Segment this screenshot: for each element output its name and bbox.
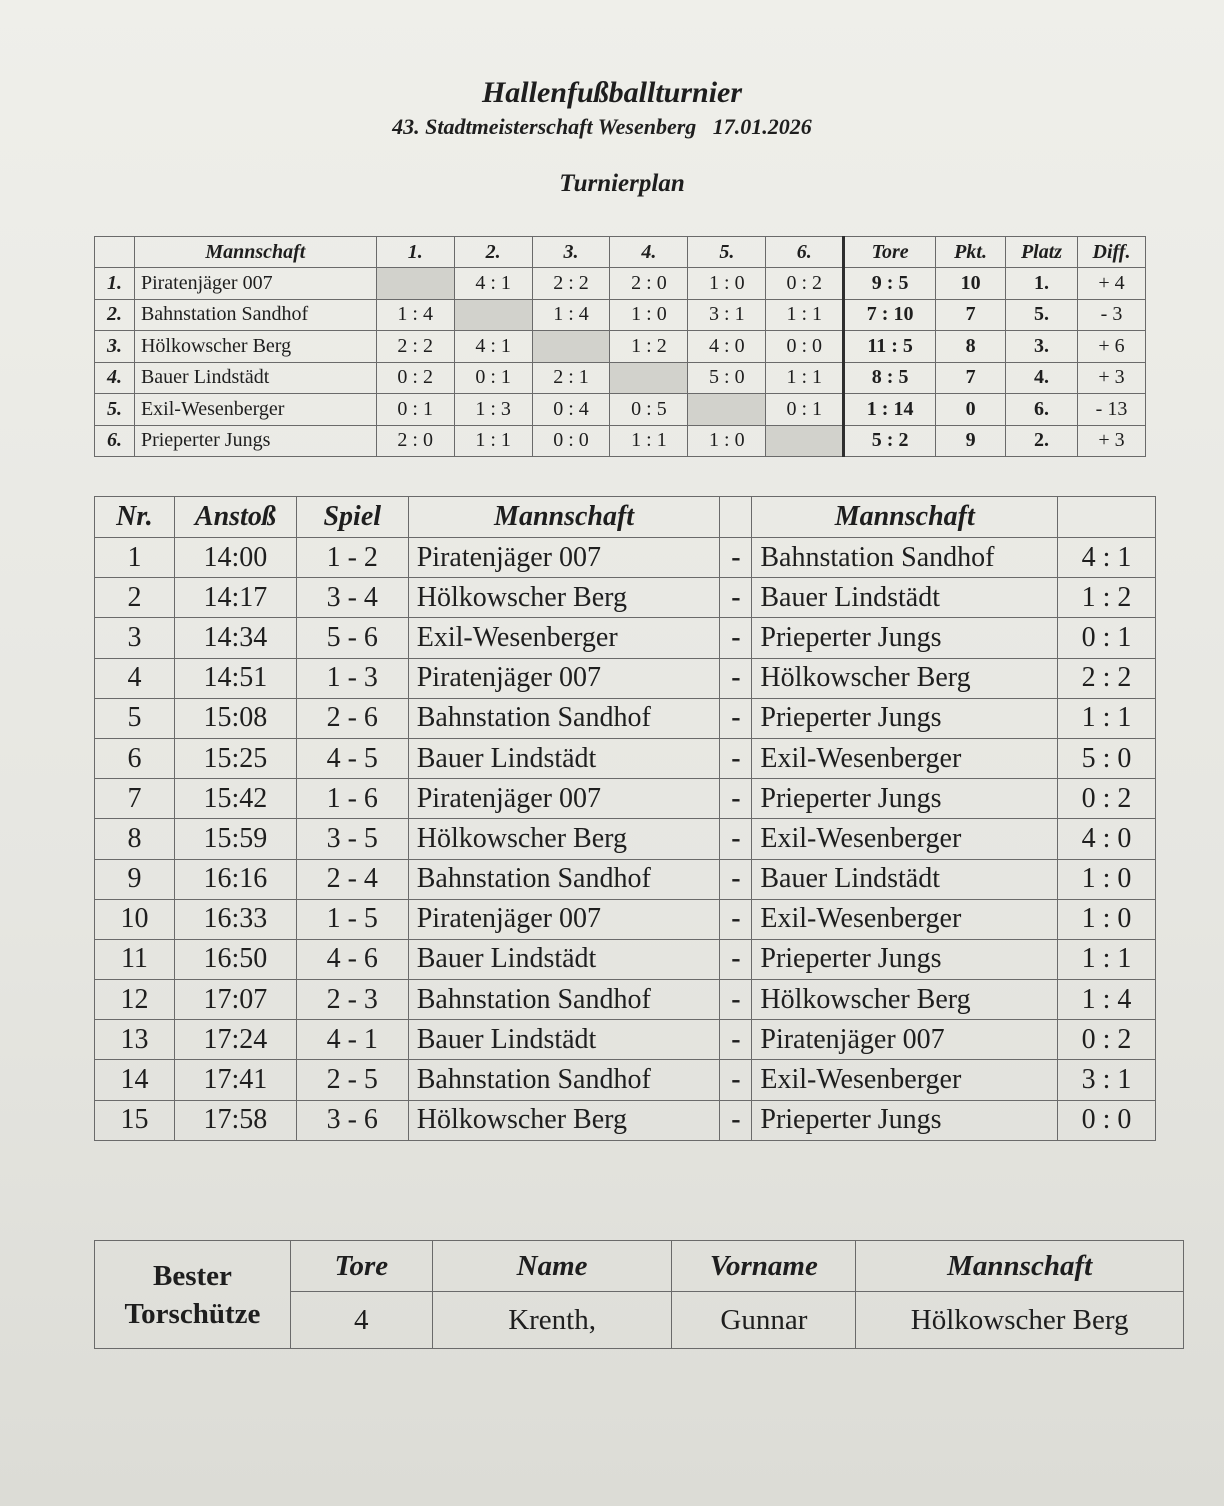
home-team: Piratenjäger 007: [408, 538, 720, 578]
standings-result: 1 : 0: [610, 299, 688, 331]
kickoff-time: 17:24: [174, 1020, 296, 1060]
standings-place: 4.: [1006, 362, 1078, 394]
kickoff-time: 14:00: [174, 538, 296, 578]
standings-place: 5.: [1006, 299, 1078, 331]
versus-separator: -: [720, 578, 752, 618]
standings-points: 0: [936, 394, 1006, 426]
standings-result: 0 : 2: [766, 268, 844, 300]
match-pairing: 2 - 4: [296, 859, 408, 899]
standings-self-cell: [454, 299, 532, 331]
schedule-table: [94, 496, 1156, 1141]
top-scorer-firstname: Gunnar: [672, 1292, 856, 1349]
schedule-row: [95, 658, 1156, 698]
standings-points: 7: [936, 299, 1006, 331]
standings-diff: + 3: [1077, 362, 1145, 394]
standings-self-cell: [688, 394, 766, 426]
standings-result: 0 : 0: [766, 331, 844, 363]
match-number: 8: [95, 819, 175, 859]
match-result: 1 : 0: [1058, 899, 1156, 939]
top-scorer-header-cell: Tore: [290, 1241, 432, 1292]
top-scorer-header-cell: Mannschaft: [856, 1241, 1184, 1292]
match-pairing: 3 - 5: [296, 819, 408, 859]
match-pairing: 4 - 6: [296, 939, 408, 979]
match-result: 1 : 0: [1058, 859, 1156, 899]
match-number: 15: [95, 1100, 175, 1140]
standings-row: [95, 299, 1146, 331]
standings-result: 0 : 1: [376, 394, 454, 426]
schedule-row: [95, 618, 1156, 658]
standings-team: Exil-Wesenberger: [134, 394, 376, 426]
standings-rank: 6.: [95, 425, 135, 457]
top-scorer-label-line2: Torschütze: [124, 1297, 261, 1330]
standings-result: 1 : 1: [454, 425, 532, 457]
kickoff-time: 14:51: [174, 658, 296, 698]
match-number: 7: [95, 779, 175, 819]
match-pairing: 1 - 5: [296, 899, 408, 939]
versus-separator: -: [720, 859, 752, 899]
kickoff-time: 15:08: [174, 698, 296, 738]
kickoff-time: 17:58: [174, 1100, 296, 1140]
standings-result: 4 : 1: [454, 268, 532, 300]
standings-team: Piratenjäger 007: [134, 268, 376, 300]
kickoff-time: 15:59: [174, 819, 296, 859]
home-team: Hölkowscher Berg: [408, 578, 720, 618]
standings-points: 7: [936, 362, 1006, 394]
standings-rank: 3.: [95, 331, 135, 363]
match-pairing: 4 - 1: [296, 1020, 408, 1060]
standings-result: 4 : 1: [454, 331, 532, 363]
standings-table: [94, 236, 1146, 457]
standings-row: [95, 331, 1146, 363]
standings-header-cell: 2.: [454, 237, 532, 268]
standings-diff: - 3: [1077, 299, 1145, 331]
standings-result: 0 : 5: [610, 394, 688, 426]
standings-diff: - 13: [1077, 394, 1145, 426]
match-result: 0 : 2: [1058, 1020, 1156, 1060]
standings-header-cell: Pkt.: [936, 237, 1006, 268]
versus-separator: -: [720, 980, 752, 1020]
standings-place: 6.: [1006, 394, 1078, 426]
home-team: Bauer Lindstädt: [408, 1020, 720, 1060]
away-team: Piratenjäger 007: [752, 1020, 1058, 1060]
standings-result: 2 : 0: [610, 268, 688, 300]
match-result: 3 : 1: [1058, 1060, 1156, 1100]
standings-result: 0 : 2: [376, 362, 454, 394]
match-number: 3: [95, 618, 175, 658]
standings-goals: 9 : 5: [844, 268, 936, 300]
standings-result: 4 : 0: [688, 331, 766, 363]
schedule-header-cell: [1058, 497, 1156, 538]
standings-header-row: [95, 237, 1146, 268]
match-result: 4 : 1: [1058, 538, 1156, 578]
standings-goals: 7 : 10: [844, 299, 936, 331]
match-result: 1 : 1: [1058, 939, 1156, 979]
schedule-row: [95, 899, 1156, 939]
home-team: Exil-Wesenberger: [408, 618, 720, 658]
schedule-row: [95, 819, 1156, 859]
match-result: 5 : 0: [1058, 738, 1156, 778]
standings-place: 2.: [1006, 425, 1078, 457]
home-team: Bahnstation Sandhof: [408, 859, 720, 899]
standings-result: 1 : 4: [376, 299, 454, 331]
schedule-row: [95, 698, 1156, 738]
top-scorer-name: Krenth,: [432, 1292, 672, 1349]
standings-team: Prieperter Jungs: [134, 425, 376, 457]
standings-points: 8: [936, 331, 1006, 363]
document-subtitle: 43. Stadtmeisterschaft Wesenberg 17.01.2026: [392, 114, 812, 139]
match-pairing: 1 - 6: [296, 779, 408, 819]
standings-self-cell: [610, 362, 688, 394]
match-result: 1 : 4: [1058, 980, 1156, 1020]
standings-result: 0 : 0: [532, 425, 610, 457]
top-scorer-table: [94, 1240, 1184, 1349]
top-scorer-goals: 4: [290, 1292, 432, 1349]
match-number: 9: [95, 859, 175, 899]
standings-result: 1 : 0: [688, 268, 766, 300]
standings-header-cell: 3.: [532, 237, 610, 268]
versus-separator: -: [720, 618, 752, 658]
standings-row: [95, 394, 1146, 426]
away-team: Exil-Wesenberger: [752, 738, 1058, 778]
top-scorer-label-line1: Bester: [152, 1259, 232, 1292]
standings-points: 9: [936, 425, 1006, 457]
versus-separator: -: [720, 538, 752, 578]
away-team: Prieperter Jungs: [752, 1100, 1058, 1140]
versus-separator: -: [720, 698, 752, 738]
standings-result: 2 : 2: [532, 268, 610, 300]
standings-header-cell: 4.: [610, 237, 688, 268]
versus-separator: -: [720, 779, 752, 819]
standings-diff: + 4: [1077, 268, 1145, 300]
match-result: 2 : 2: [1058, 658, 1156, 698]
home-team: Bahnstation Sandhof: [408, 698, 720, 738]
top-scorer-header-cell: Name: [432, 1241, 672, 1292]
schedule-row: [95, 859, 1156, 899]
standings-goals: 1 : 14: [844, 394, 936, 426]
home-team: Bauer Lindstädt: [408, 939, 720, 979]
kickoff-time: 14:17: [174, 578, 296, 618]
standings-self-cell: [532, 331, 610, 363]
standings-result: 1 : 4: [532, 299, 610, 331]
match-pairing: 3 - 6: [296, 1100, 408, 1140]
standings-header-cell: Diff.: [1077, 237, 1145, 268]
schedule-header-cell: Mannschaft: [408, 497, 720, 538]
standings-team: Bahnstation Sandhof: [134, 299, 376, 331]
top-scorer-header-cell: Vorname: [672, 1241, 856, 1292]
standings-points: 10: [936, 268, 1006, 300]
match-pairing: 2 - 3: [296, 980, 408, 1020]
standings-rank: 4.: [95, 362, 135, 394]
standings-result: 2 : 0: [376, 425, 454, 457]
match-number: 14: [95, 1060, 175, 1100]
standings-header-cell: Platz: [1006, 237, 1078, 268]
document-title: Hallenfußballturnier: [481, 76, 743, 109]
versus-separator: -: [720, 1100, 752, 1140]
standings-goals: 8 : 5: [844, 362, 936, 394]
match-pairing: 1 - 2: [296, 538, 408, 578]
match-result: 4 : 0: [1058, 819, 1156, 859]
away-team: Bauer Lindstädt: [752, 859, 1058, 899]
standings-result: 1 : 1: [610, 425, 688, 457]
top-scorer-label: [95, 1241, 291, 1349]
standings-row: [95, 362, 1146, 394]
schedule-row: [95, 1060, 1156, 1100]
standings-diff: + 3: [1077, 425, 1145, 457]
top-scorer-header-row: [95, 1241, 1184, 1292]
standings-place: 1.: [1006, 268, 1078, 300]
home-team: Hölkowscher Berg: [408, 1100, 720, 1140]
match-result: 1 : 2: [1058, 578, 1156, 618]
kickoff-time: 16:16: [174, 859, 296, 899]
schedule-header-row: [95, 497, 1156, 538]
standings-result: 1 : 0: [688, 425, 766, 457]
standings-header-cell: 5.: [688, 237, 766, 268]
match-pairing: 1 - 3: [296, 658, 408, 698]
standings-rank: 1.: [95, 268, 135, 300]
schedule-header-cell: Spiel: [296, 497, 408, 538]
schedule-row: [95, 538, 1156, 578]
standings-diff: + 6: [1077, 331, 1145, 363]
standings-result: 1 : 3: [454, 394, 532, 426]
standings-result: 2 : 2: [376, 331, 454, 363]
versus-separator: -: [720, 899, 752, 939]
match-number: 6: [95, 738, 175, 778]
away-team: Prieperter Jungs: [752, 939, 1058, 979]
schedule-header-cell: Nr.: [95, 497, 175, 538]
standings-self-cell: [376, 268, 454, 300]
standings-goals: 11 : 5: [844, 331, 936, 363]
schedule-row: [95, 980, 1156, 1020]
schedule-header-cell: Mannschaft: [752, 497, 1058, 538]
match-number: 10: [95, 899, 175, 939]
schedule-row: [95, 779, 1156, 819]
standings-place: 3.: [1006, 331, 1078, 363]
standings-header-cell: Tore: [844, 237, 936, 268]
away-team: Hölkowscher Berg: [752, 980, 1058, 1020]
match-result: 1 : 1: [1058, 698, 1156, 738]
standings-result: 2 : 1: [532, 362, 610, 394]
kickoff-time: 16:50: [174, 939, 296, 979]
home-team: Piratenjäger 007: [408, 779, 720, 819]
standings-result: 1 : 1: [766, 299, 844, 331]
schedule-header-cell: [720, 497, 752, 538]
match-pairing: 4 - 5: [296, 738, 408, 778]
away-team: Bahnstation Sandhof: [752, 538, 1058, 578]
kickoff-time: 15:25: [174, 738, 296, 778]
versus-separator: -: [720, 819, 752, 859]
schedule-row: [95, 1100, 1156, 1140]
away-team: Prieperter Jungs: [752, 779, 1058, 819]
schedule-row: [95, 1020, 1156, 1060]
schedule-row: [95, 738, 1156, 778]
away-team: Hölkowscher Berg: [752, 658, 1058, 698]
match-number: 13: [95, 1020, 175, 1060]
standings-row: [95, 268, 1146, 300]
standings-rank: 5.: [95, 394, 135, 426]
away-team: Exil-Wesenberger: [752, 1060, 1058, 1100]
home-team: Piratenjäger 007: [408, 899, 720, 939]
match-pairing: 2 - 5: [296, 1060, 408, 1100]
top-scorer-team: Hölkowscher Berg: [856, 1292, 1184, 1349]
kickoff-time: 17:07: [174, 980, 296, 1020]
match-pairing: 2 - 6: [296, 698, 408, 738]
home-team: Bahnstation Sandhof: [408, 1060, 720, 1100]
standings-result: 0 : 4: [532, 394, 610, 426]
standings-header-cell: Mannschaft: [134, 237, 376, 268]
kickoff-time: 14:34: [174, 618, 296, 658]
match-number: 2: [95, 578, 175, 618]
match-number: 5: [95, 698, 175, 738]
away-team: Exil-Wesenberger: [752, 899, 1058, 939]
home-team: Piratenjäger 007: [408, 658, 720, 698]
standings-team: Hölkowscher Berg: [134, 331, 376, 363]
standings-rank: 2.: [95, 299, 135, 331]
versus-separator: -: [720, 1060, 752, 1100]
schedule-header-cell: Anstoß: [174, 497, 296, 538]
home-team: Hölkowscher Berg: [408, 819, 720, 859]
match-number: 1: [95, 538, 175, 578]
kickoff-time: 15:42: [174, 779, 296, 819]
match-result: 0 : 1: [1058, 618, 1156, 658]
standings-result: 5 : 0: [688, 362, 766, 394]
standings-row: [95, 425, 1146, 457]
standings-team: Bauer Lindstädt: [134, 362, 376, 394]
versus-separator: -: [720, 939, 752, 979]
standings-goals: 5 : 2: [844, 425, 936, 457]
home-team: Bauer Lindstädt: [408, 738, 720, 778]
home-team: Bahnstation Sandhof: [408, 980, 720, 1020]
match-pairing: 3 - 4: [296, 578, 408, 618]
section-title: Turnierplan: [559, 170, 685, 197]
versus-separator: -: [720, 658, 752, 698]
away-team: Prieperter Jungs: [752, 618, 1058, 658]
kickoff-time: 17:41: [174, 1060, 296, 1100]
standings-header-rank: [95, 237, 135, 268]
standings-self-cell: [766, 425, 844, 457]
away-team: Bauer Lindstädt: [752, 578, 1058, 618]
match-number: 4: [95, 658, 175, 698]
standings-result: 0 : 1: [454, 362, 532, 394]
standings-result: 3 : 1: [688, 299, 766, 331]
match-number: 11: [95, 939, 175, 979]
standings-result: 0 : 1: [766, 394, 844, 426]
match-pairing: 5 - 6: [296, 618, 408, 658]
away-team: Exil-Wesenberger: [752, 819, 1058, 859]
standings-header-cell: 6.: [766, 237, 844, 268]
schedule-row: [95, 578, 1156, 618]
away-team: Prieperter Jungs: [752, 698, 1058, 738]
versus-separator: -: [720, 738, 752, 778]
match-result: 0 : 2: [1058, 779, 1156, 819]
match-result: 0 : 0: [1058, 1100, 1156, 1140]
kickoff-time: 16:33: [174, 899, 296, 939]
schedule-row: [95, 939, 1156, 979]
versus-separator: -: [720, 1020, 752, 1060]
match-number: 12: [95, 980, 175, 1020]
standings-result: 1 : 2: [610, 331, 688, 363]
standings-result: 1 : 1: [766, 362, 844, 394]
standings-header-cell: 1.: [376, 237, 454, 268]
